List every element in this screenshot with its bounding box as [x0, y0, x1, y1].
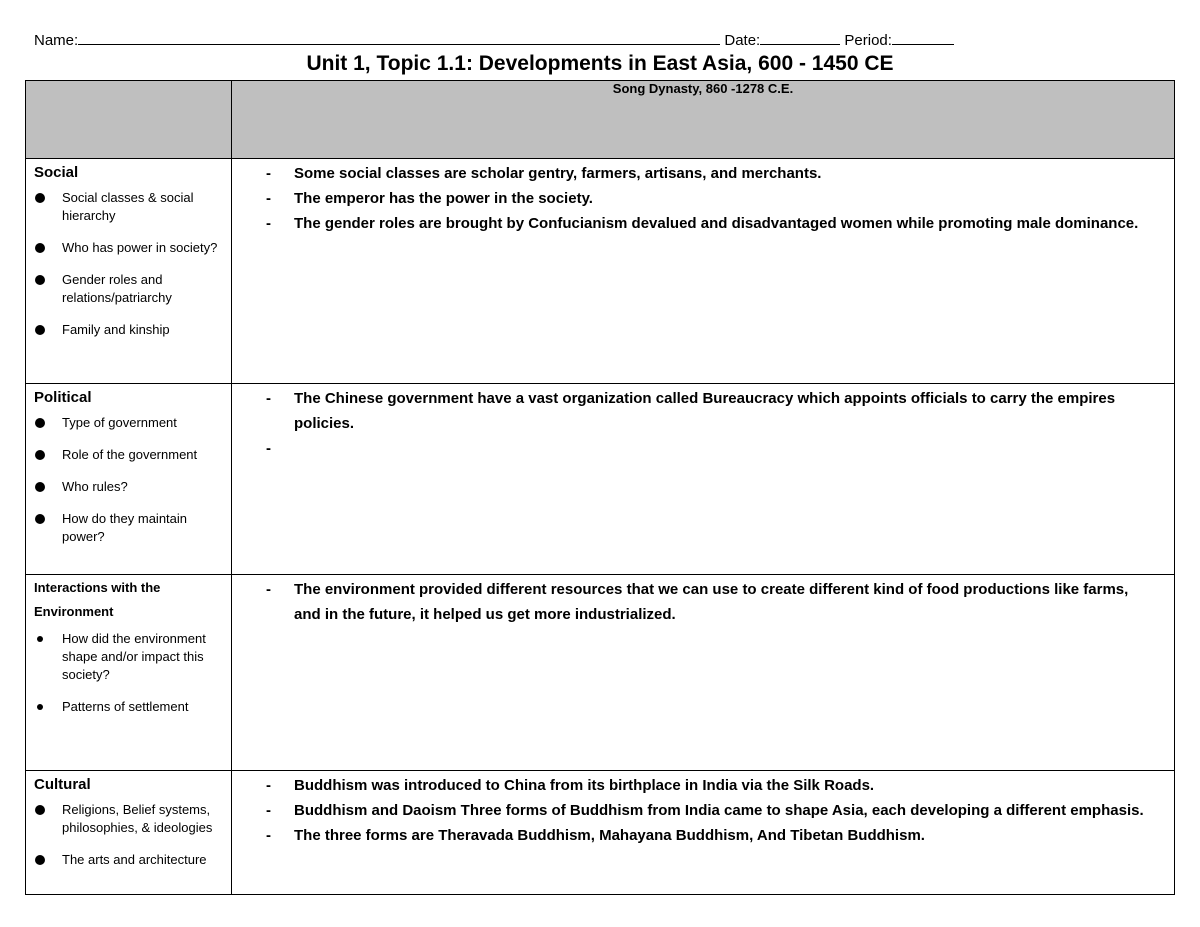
note-text: The three forms are Theravada Buddhism, Mahayana Buddhism, And Tibetan Buddhism.: [294, 827, 925, 844]
category-title: Cultural: [34, 776, 91, 793]
category-cell: [26, 159, 232, 384]
prompt-text: Who has power in society?: [62, 240, 218, 255]
dash-icon: -: [266, 581, 271, 598]
table-row: [26, 575, 1175, 771]
note-text: The emperor has the power in the society.: [294, 190, 593, 207]
notes-list: [232, 384, 1174, 461]
prompt-text: How did the environment shape and/or impact this society?: [62, 631, 206, 682]
date-label: Date:: [724, 32, 761, 49]
category-cell: [26, 771, 232, 895]
note-text: The gender roles are brought by Confucianism devalued and disadvantaged women while promoting male dominance.: [294, 215, 1139, 232]
list-item: [232, 773, 1174, 798]
list-item: [34, 271, 231, 307]
period-blank[interactable]: [892, 30, 954, 45]
notes-cell[interactable]: [232, 575, 1175, 771]
notes-list: [232, 575, 1174, 627]
list-item: [34, 630, 231, 684]
prompt-list: [26, 630, 231, 716]
header-corner-cell: [26, 81, 232, 159]
bullet-icon: [35, 514, 45, 524]
dash-icon: -: [266, 777, 271, 794]
notes-table: [25, 80, 1175, 895]
list-item: [34, 851, 231, 869]
note-text: The Chinese government have a vast organization called Bureaucracy which appoints officials to carry the empires policies.: [294, 390, 1116, 432]
prompt-text: Religions, Belief systems, philosophies, & ideologies: [62, 802, 213, 835]
dash-icon: -: [266, 165, 271, 182]
bullet-icon: [35, 855, 45, 865]
notes-cell[interactable]: [232, 384, 1175, 575]
dash-icon: -: [266, 827, 271, 844]
list-item: [232, 186, 1174, 211]
note-text: Some social classes are scholar gentry, farmers, artisans, and merchants.: [294, 165, 822, 182]
note-text: Buddhism and Daoism Three forms of Buddhism from India came to shape Asia, each developing a different emphasis.: [294, 802, 1144, 819]
header-fields: [34, 30, 954, 49]
prompt-text: Role of the government: [62, 447, 198, 462]
table-row: [26, 771, 1175, 895]
dash-icon: -: [266, 190, 271, 207]
notes-cell[interactable]: [232, 771, 1175, 895]
dash-icon: -: [266, 802, 271, 819]
notes-list: [232, 771, 1174, 848]
column-heading: Song Dynasty, 860 -1278 C.E.: [232, 81, 1175, 159]
list-item: [232, 823, 1174, 848]
list-item: [34, 321, 231, 339]
name-blank[interactable]: [78, 30, 720, 45]
dash-icon: -: [266, 215, 271, 232]
category-title: Political: [34, 389, 92, 406]
notes-cell[interactable]: [232, 159, 1175, 384]
bullet-icon: [35, 805, 45, 815]
list-item: [34, 478, 231, 496]
period-label: Period:: [844, 32, 892, 49]
list-item: [232, 386, 1174, 436]
bullet-icon: [35, 418, 45, 428]
list-item: [34, 801, 231, 837]
list-item: [34, 189, 231, 225]
list-item: [232, 577, 1174, 627]
bullet-icon: [35, 482, 45, 492]
notes-list: [232, 159, 1174, 236]
prompt-text: Social classes & social hierarchy: [62, 190, 194, 223]
list-item: [232, 211, 1174, 236]
list-item: [34, 414, 231, 432]
note-text: The environment provided different resources that we can use to create different kind of food productions like farms, and in the future, it helped us get more industrialized.: [294, 581, 1129, 623]
dash-icon: -: [266, 440, 271, 457]
category-cell: [26, 384, 232, 575]
bullet-icon: [35, 193, 45, 203]
page-title: Unit 1, Topic 1.1: Developments in East Asia, 600 - 1450 CE: [306, 52, 894, 75]
prompt-list: [26, 801, 231, 869]
table-row: [26, 384, 1175, 575]
list-item: [34, 510, 231, 546]
prompt-text: Type of government: [62, 415, 177, 430]
date-blank[interactable]: [760, 30, 840, 45]
prompt-text: Who rules?: [62, 479, 128, 494]
prompt-list: [26, 189, 231, 339]
name-label: Name:: [34, 32, 79, 49]
bullet-icon: [35, 243, 45, 253]
prompt-list: [26, 414, 231, 546]
list-item: [34, 239, 231, 257]
dash-icon: -: [266, 390, 271, 407]
category-cell: [26, 575, 232, 771]
table-header-row: [26, 81, 1175, 159]
category-title: Interactions with the Environment: [34, 580, 161, 619]
bullet-icon: [35, 275, 45, 285]
category-title: Social: [34, 164, 79, 181]
bullet-icon: [37, 704, 43, 710]
list-item: [34, 446, 231, 464]
list-item: [232, 798, 1174, 823]
list-item: [232, 161, 1174, 186]
prompt-text: Family and kinship: [62, 322, 170, 337]
bullet-icon: [35, 450, 45, 460]
prompt-text: Patterns of settlement: [62, 699, 189, 714]
list-item: [232, 436, 1174, 461]
prompt-text: How do they maintain power?: [62, 511, 188, 544]
bullet-icon: [35, 325, 45, 335]
note-text: Buddhism was introduced to China from its birthplace in India via the Silk Roads.: [294, 777, 875, 794]
list-item: [34, 698, 231, 716]
table-row: [26, 159, 1175, 384]
prompt-text: The arts and architecture: [62, 852, 207, 867]
prompt-text: Gender roles and relations/patriarchy: [62, 272, 172, 305]
bullet-icon: [37, 636, 43, 642]
